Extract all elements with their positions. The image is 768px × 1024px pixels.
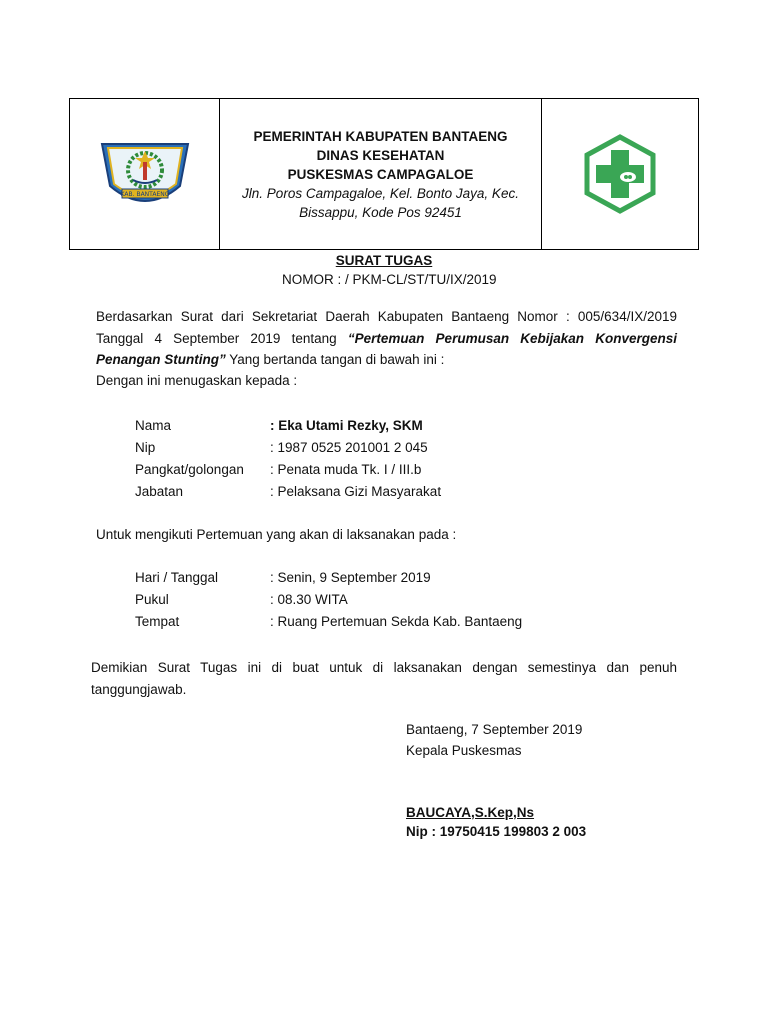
person-label: Nama: [135, 418, 172, 433]
header-address-2: Bissappu, Kode Pos 92451: [299, 204, 462, 220]
signature-position: Kepala Puskesmas: [406, 743, 522, 758]
header-address-1: Jln. Poros Campagaloe, Kel. Bonto Jaya, Kec.: [242, 185, 519, 201]
document-title: SURAT TUGAS: [335, 253, 433, 268]
header-puskesmas: PUSKESMAS CAMPAGALOE: [287, 166, 474, 182]
logo-lettering: KAB. BANTAENG: [120, 191, 169, 198]
meeting-label: Pukul: [135, 592, 169, 607]
closing-paragraph: Demikian Surat Tugas ini di buat untuk di laksanakan dengan semestinya dan penuh tanggungjawab.: [91, 660, 677, 697]
meeting-row: [135, 570, 431, 585]
letterhead-left-cell: [70, 99, 220, 249]
header-government: PEMERINTAH KABUPATEN BANTAENG: [253, 128, 508, 144]
assign-line: Dengan ini menugaskan kepada :: [96, 373, 298, 388]
meeting-topic: “Pertemuan Perumusan Kebijakan Konvergensi Penangan Stunting”: [96, 330, 677, 367]
signatory-name: BAUCAYA,S.Kep,Ns: [406, 805, 535, 820]
person-value: : Penata muda Tk. I / III.b: [270, 462, 422, 477]
person-value: : Eka Utami Rezky, SKM: [270, 418, 423, 433]
letterhead-right-cell: [542, 99, 698, 249]
meeting-value: : Ruang Pertemuan Sekda Kab. Bantaeng: [270, 614, 523, 629]
bantaeng-regency-logo: [96, 134, 194, 214]
meeting-row: [135, 614, 522, 629]
meeting-value: : 08.30 WITA: [270, 592, 348, 607]
meeting-intro: Untuk mengikuti Pertemuan yang akan di laksanakan pada :: [96, 527, 457, 542]
intro-text-1: Berdasarkan Surat dari Sekretariat Daerah Kabupaten Bantaeng Nomor : 005/634/IX/2019 Tanggal 4 September 2019 tentang: [96, 309, 677, 346]
person-value: : Pelaksana Gizi Masyarakat: [270, 484, 442, 499]
intro-paragraph: [96, 306, 677, 371]
puskesmas-logo: [580, 134, 660, 214]
meeting-value: : Senin, 9 September 2019: [270, 570, 431, 585]
letterhead: [69, 98, 699, 250]
meeting-label: Hari / Tanggal: [135, 570, 219, 585]
signature-place-date: Bantaeng, 7 September 2019: [406, 722, 583, 737]
person-label: Jabatan: [135, 484, 184, 499]
header-department: DINAS KESEHATAN: [316, 147, 445, 163]
person-value: : 1987 0525 201001 2 045: [270, 440, 428, 455]
person-label: Nip: [135, 440, 156, 455]
meeting-row: [135, 592, 348, 607]
person-label: Pangkat/golongan: [135, 462, 244, 477]
person-row: [135, 462, 421, 477]
meeting-label: Tempat: [135, 614, 180, 629]
person-row: [135, 484, 441, 499]
letterhead-center-cell: [220, 99, 542, 249]
intro-text-2: Yang bertanda tangan di bawah ini :: [225, 352, 445, 367]
document-number: NOMOR : / PKM-CL/ST/TU/IX/2019: [282, 272, 497, 287]
person-row: [135, 418, 423, 433]
signatory-nip: Nip : 19750415 199803 2 003: [406, 824, 587, 839]
person-row: [135, 440, 428, 455]
